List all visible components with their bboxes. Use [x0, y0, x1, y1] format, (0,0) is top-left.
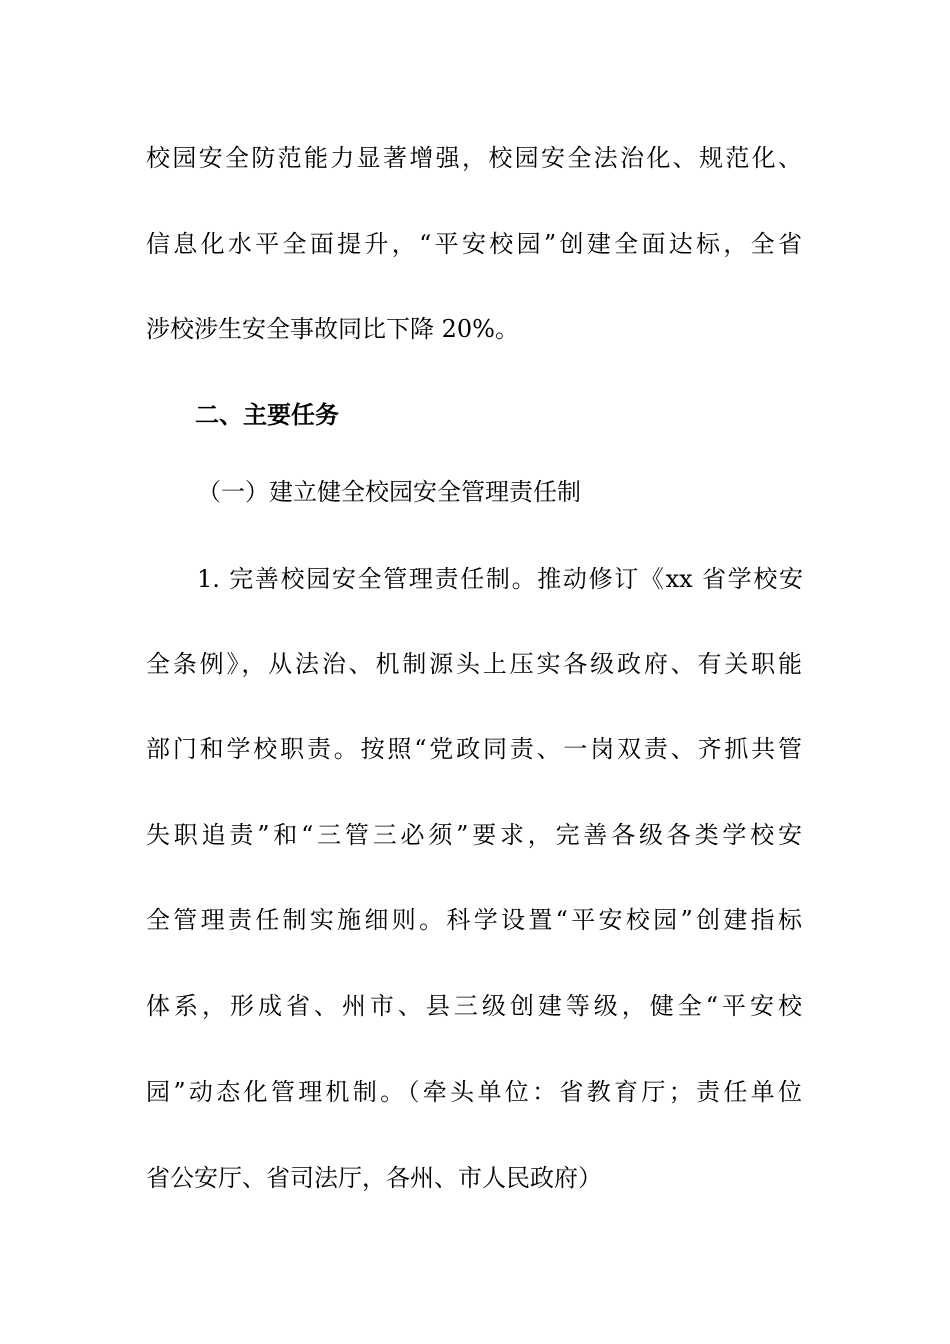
text-line: 全条例》，从法治、机制源头上压实各级政府、有关职能: [146, 650, 802, 678]
subsection-heading-text: （一）建立健全校园安全管理责任制: [197, 478, 581, 506]
text-line: 失职追责”和“三管三必须”要求，完善各级各类学校安: [146, 821, 802, 849]
text-line: 涉校涉生安全事故同比下降 20%。: [146, 315, 519, 343]
section-heading-text: 二、主要任务: [195, 401, 339, 429]
text-line: 信息化水平全面提升，“平安校园”创建全面达标，全省: [146, 230, 802, 258]
text-line: 全管理责任制实施细则。科学设置“平安校园”创建指标: [146, 906, 802, 934]
text-line: 省公安厅、省司法厅，各州、市人民政府）: [146, 1164, 602, 1192]
text-line: 体系，形成省、州市、县三级创建等级，健全“平安校: [146, 992, 802, 1020]
text-line: 校园安全防范能力显著增强，校园安全法治化、规范化、: [146, 144, 802, 172]
text-line: 园”动态化管理机制。（牵头单位：省教育厅；责任单位: [146, 1078, 802, 1106]
text-line: 1. 完善校园安全管理责任制。推动修订《xx 省学校安: [197, 565, 803, 593]
text-line: 部门和学校职责。按照“党政同责、一岗双责、齐抓共管: [146, 735, 802, 763]
